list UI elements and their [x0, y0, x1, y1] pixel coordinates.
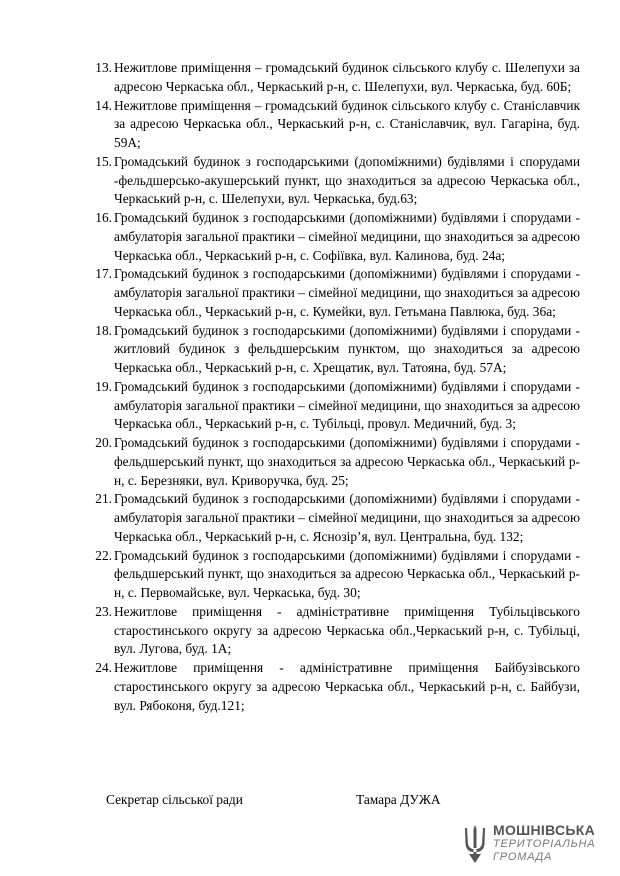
- item-number: 17.: [95, 266, 112, 282]
- community-logo: [463, 822, 603, 870]
- item-number: 19.: [95, 378, 112, 394]
- list-item: [86, 153, 580, 209]
- item-number: 21.: [95, 491, 112, 507]
- item-number: 18.: [95, 322, 112, 338]
- item-number: 23.: [95, 603, 112, 619]
- item-text: Громадський будинок з господарськими (допоміжними) будівлями і спорудами - амбулаторія загальної практики – сімейної медицини, що знаходиться за адресою Черкаська обл., Черкаський р-н, с. Кумейки, вул. Гетьмана Павлюка, буд. 36а;: [114, 266, 580, 319]
- list-item: [86, 97, 580, 153]
- item-text: Нежитлове приміщення - адміністративне приміщення Байбузівського старостинського округу за адресою Черкаська обл., Черкаський р-н, с. Байбузи, вул. Рябоконя, буд.121;: [114, 660, 580, 713]
- logo-line-1: МОШНІВСЬКА: [493, 822, 596, 838]
- item-text: Громадський будинок з господарськими (допоміжними) будівлями і спорудами - житловий будинок з фельдшерським пунктом, що знаходиться за адресою Черкаська обл., Черкаський р-н, с. Хрещатик, вул. Татояна, буд. 57А;: [114, 322, 580, 375]
- list-item: [86, 603, 580, 659]
- item-number: 24.: [95, 660, 112, 675]
- logo-line-3: ГРОМАДА: [493, 851, 553, 863]
- list-item: [86, 378, 580, 434]
- item-number: 22.: [95, 547, 112, 563]
- item-number: 15.: [95, 153, 112, 169]
- logo-line-2: ТЕРИТОРІАЛЬНА: [493, 838, 596, 850]
- item-text: Громадський будинок з господарськими (допоміжними) будівлями і спорудами - амбулаторія загальної практики – сімейної медицини, що знаходиться за адресою Черкаська обл., Черкаський р-н, с. Тубільці, провул. Медичний, буд. 3;: [114, 378, 580, 432]
- item-text: Громадський будинок з господарськими (допоміжними) будівлями і спорудами - амбулаторія загальної практики – сімейної медицини, що знаходиться за адресою Черкаська обл., Черкаський р-н, с. Софіївка, вул. Калинова, буд. 24а;: [114, 210, 580, 263]
- list-item: [86, 490, 580, 546]
- item-text: Нежитлове приміщення – громадський будинок сільського клубу с. Шелепухи за адресою Черкаська обл., Черкаський р-н, с. Шелепухи, вул. Черкаська, буд. 60Б;: [114, 60, 580, 94]
- trident-icon: [463, 824, 487, 864]
- list-item: [86, 265, 580, 321]
- list-item: [86, 209, 580, 265]
- item-text: Громадський будинок з господарськими (допоміжними) будівлями і спорудами - фельдшерський пункт, що знаходиться за адресою Черкаська обл., Черкаський р-н, с. Первомайське, вул. Черкаська, буд. 30;: [114, 547, 580, 600]
- item-text: Громадський будинок з господарськими (допоміжними) будівлями і спорудами - фельдшерський пункт, що знаходиться за адресою Черкаська обл., Черкаський р-н, с. Березняки, вул. Криворучка, буд. 25;: [114, 435, 580, 488]
- list-item: [86, 434, 580, 490]
- item-text: Громадський будинок з господарськими (допоміжними) будівлями і спорудами - амбулаторія загальної практики – сімейної медицини, що знаходиться за адресою Черкаська обл., Черкаський р-н, с. Яснозір’я, вул. Центральна, буд. 132;: [114, 491, 580, 544]
- item-number: 13.: [95, 60, 112, 75]
- item-text: Нежитлове приміщення - адміністративне приміщення Тубільцівського старостинського округу за адресою Черкаська обл.,Черкаський р-н, с. Тубільці, вул. Лугова, буд. 1А;: [114, 603, 580, 657]
- list-item: [86, 547, 580, 603]
- item-number: 20.: [95, 435, 112, 450]
- list-item: [86, 322, 580, 378]
- property-list: [86, 59, 580, 715]
- item-text: Громадський будинок з господарськими (допоміжними) будівлями і спорудами -фельдшерсько-акушерський пункт, що знаходиться за адресою Черкаська обл., Черкаський р-н, с. Шелепухи, вул. Черкаська, буд.63;: [114, 153, 580, 207]
- item-text: Нежитлове приміщення – громадський будинок сільського клубу с. Станіславчик за адресою Черкаська обл., Черкаський р-н, с. Станіславчик, вул. Гагаріна, буд. 59А;: [114, 97, 580, 150]
- item-number: 14.: [95, 97, 112, 113]
- signature-title: Секретар сільської ради: [106, 792, 243, 807]
- list-item: [86, 59, 580, 97]
- logo-text: [493, 822, 595, 864]
- item-number: 16.: [95, 210, 112, 225]
- list-item: [86, 659, 580, 715]
- signature-name: Тамара ДУЖА: [356, 792, 441, 807]
